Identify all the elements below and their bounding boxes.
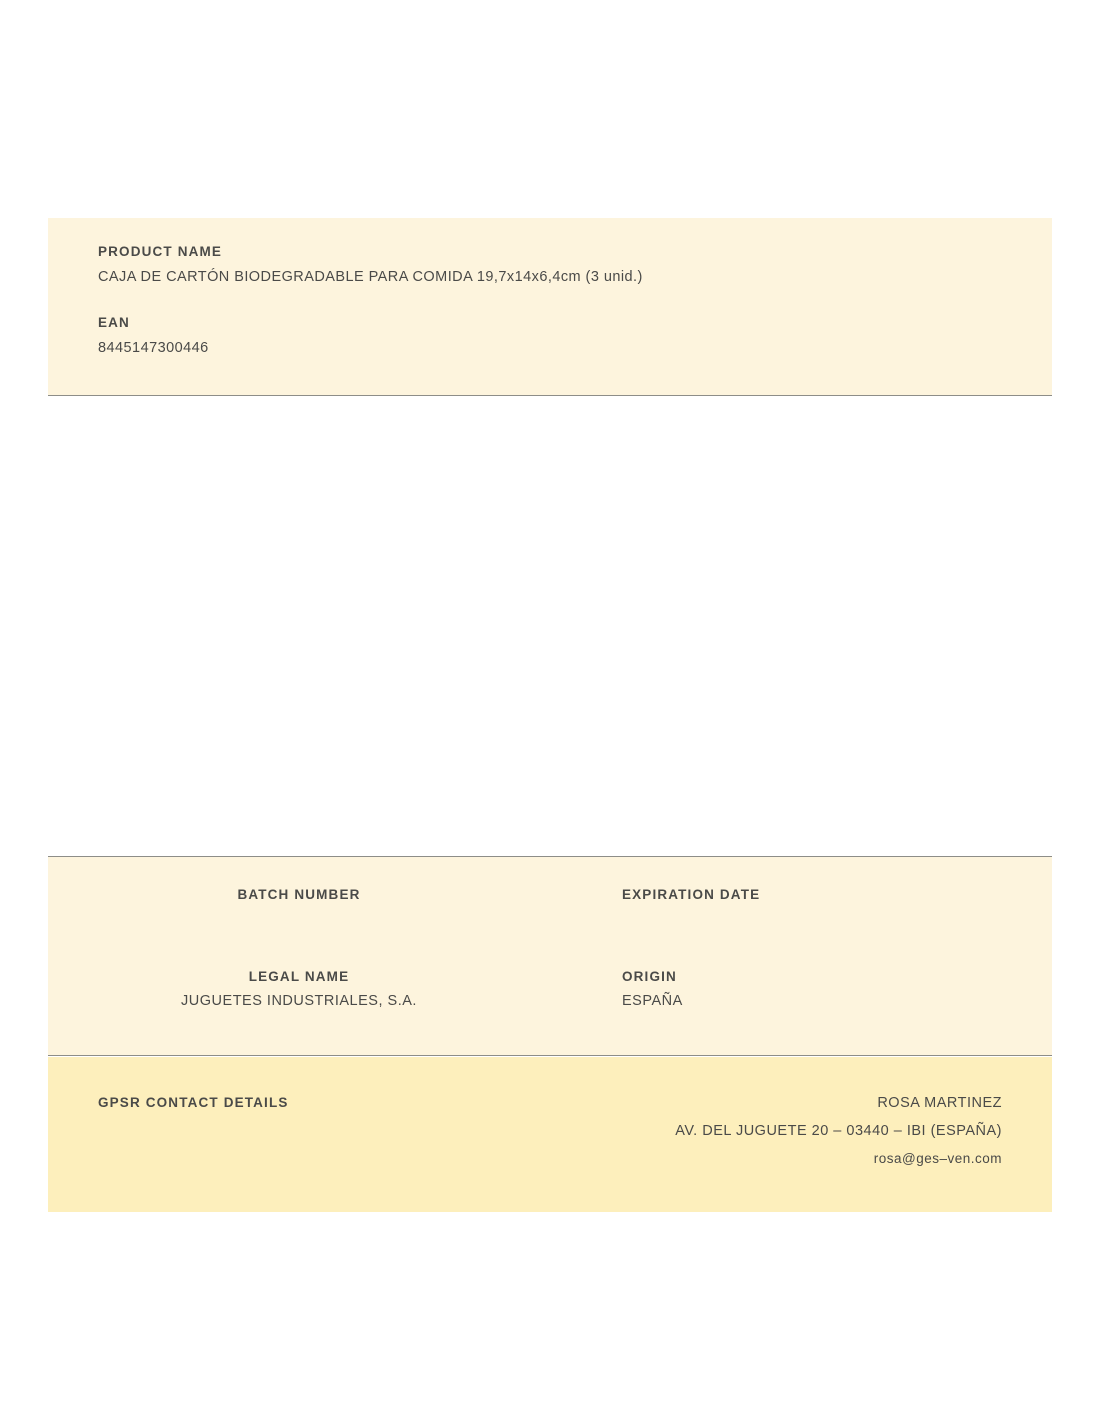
legal-origin-row <box>48 911 1052 1009</box>
content-spacer <box>48 396 1052 856</box>
product-name-value: CAJA DE CARTÓN BIODEGRADABLE PARA COMIDA 19,7x14x6,4cm (3 unid.) <box>98 269 643 285</box>
batch-expiration-row <box>48 857 1052 911</box>
product-info-block <box>48 218 1052 396</box>
legal-name-label: LEGAL NAME <box>248 969 350 984</box>
origin-value: ESPAÑA <box>622 993 683 1009</box>
legal-name-cell <box>48 969 550 1009</box>
product-name-label: PRODUCT NAME <box>98 244 223 259</box>
gpsr-contact-address: AV. DEL JUGUETE 20 – 03440 – IBI (ESPAÑA) <box>675 1123 1002 1139</box>
origin-cell <box>550 969 1052 1009</box>
gpsr-contact-block <box>48 1057 1052 1212</box>
expiration-date-label: EXPIRATION DATE <box>622 887 761 902</box>
gpsr-contact-email: rosa@ges–ven.com <box>873 1151 1002 1166</box>
origin-label: ORIGIN <box>622 969 677 984</box>
gpsr-contact-label: GPSR CONTACT DETAILS <box>98 1095 289 1110</box>
ean-group <box>98 315 1002 356</box>
expiration-date-cell <box>550 887 1052 911</box>
batch-number-label: BATCH NUMBER <box>237 887 361 902</box>
batch-number-cell <box>48 887 550 911</box>
gpsr-contact-lines <box>675 1095 1002 1166</box>
legal-name-value: JUGUETES INDUSTRIALES, S.A. <box>181 993 417 1009</box>
gpsr-inner <box>98 1095 1002 1166</box>
gpsr-contact-name: ROSA MARTINEZ <box>877 1095 1002 1111</box>
ean-label: EAN <box>98 315 130 330</box>
ean-value: 8445147300446 <box>98 340 209 356</box>
batch-legal-block <box>48 856 1052 1056</box>
